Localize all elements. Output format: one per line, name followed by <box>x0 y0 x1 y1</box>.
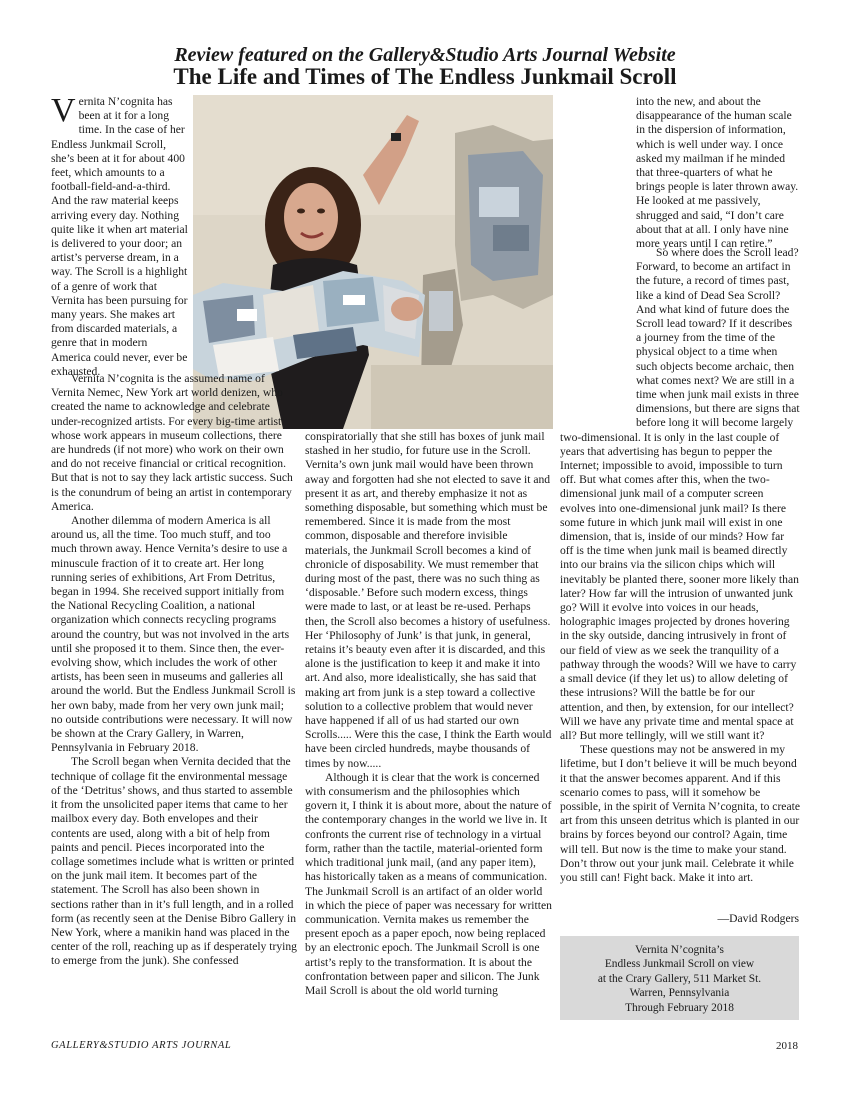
info-line: Vernita N’cognita’s <box>635 944 724 956</box>
author-signature: —David Rodgers <box>717 912 799 925</box>
exhibition-info-box <box>560 936 799 1020</box>
photo-wrap-spacer <box>560 246 636 430</box>
article-paragraph: conspiratorially that she still has boxes of junk mail stashed in her studio, for future use in the Scroll. Vernita’s own junk mail would have been thrown away and forgotten had she not elected to save it and present it as art, and thereby emphasize it not as something disposable, but something which must be remembered. Since it is made from the most common, disposable and therefore invisible materials, the Junkmail Scroll becomes a kind of chronicle of disposability. We must remember that during most of the past, there was no such thing as ‘disposable.’ Before such modern excess, things were made to last, or at least be re-used. Perhaps then, the Scroll also becomes a history of usefulness. Her ‘Philosophy of Junk’ is that junk, in general, retains it’s beauty even after it is discarded, and this alone is the justification to keep it and make it into art. And also, more idealistically, she has said that making art from junk is a step toward a collective solution to a collective problem that would never have happened if all of us had started our own Scrolls..... Were this the case, I think the Earth would have been circled hundreds, maybe thousands of times by now..... <box>305 430 552 770</box>
info-line: Through February 2018 <box>625 1001 734 1014</box>
footer-year: 2018 <box>776 1040 798 1052</box>
article-paragraph: These questions may not be answered in my lifetime, but I don’t believe it will be much beyond it that the answer becomes apparent. And if this scenario comes to pass, will it somehow be possible, in the spirit of Vernita N’cognita, to create art from this unseen detritus which is planted in our brains by forces beyond our control? Again, time will tell. But now is the time to make your stand. Don’t throw out your junk mail. Celebrate it while you still can! Fight back. Make it into art. <box>560 743 800 884</box>
article-column-middle <box>305 430 552 998</box>
article-title: The Life and Times of The Endless Junkmail Scroll <box>173 64 677 89</box>
article-kicker: Review featured on the Gallery&Studio Arts Journal Website <box>174 44 676 66</box>
article-column-right-top <box>636 95 800 251</box>
article-paragraph: ernita N’cognita has been at it for a long time. In the case of her Endless Junkmail Scroll, she’s been at it for about 400 feet, which amounts to a football-field-and-a-third. And the raw material keeps arriving every day. Nothing quite like it when art material is delivered to your door; an artist’s perverse dream, in a way. The Scroll is a highlight of a genre of work that Vernita has been pursuing for many years. She makes art from discarded materials, a genre that in modern America could never, ever be exhausted. <box>51 95 188 378</box>
info-line: Warren, Pennsylvania <box>629 987 730 1000</box>
drop-cap: V <box>51 92 76 129</box>
footer-publication: GALLERY&STUDIO ARTS JOURNAL <box>51 1040 232 1051</box>
article-column-right <box>560 246 800 885</box>
article-column-left-top <box>51 92 188 379</box>
info-line: at the Crary Gallery, 511 Market St. <box>597 972 762 985</box>
article-paragraph: Another dilemma of modern America is all around us, all the time. Too much stuff, and too much thrown away. Hence Vernita’s desire to use a minuscule fraction of it to create art. Her long running series of exhibitions, Art From Detritus, began in 1994. She received support initially from the National Recycling Coalition, a national organization which connects recycling programs around the country, but was not involved in the arts until she proposed it to them. Since then, the ever-evolving show, which includes the work of other artists, has been seen in museums and galleries all around the world. But the Endless Junkmail Scroll is her own baby, made from her very own junk mail; no outside contributions were necessary. It will now be shown at the Crary Gallery, in Warren, Pennsylvania in February 2018. <box>51 514 296 755</box>
article-column-left <box>51 372 297 969</box>
info-line: Endless Junkmail Scroll on view <box>604 958 755 971</box>
article-paragraph: The Scroll began when Vernita decided that the technique of collage fit the environmental message of the ‘Detritus’ shows, and thus started to assemble it from the unsolicited paper items that came to her mailbox every day. Both envelopes and their contents are used, along with a bit of help from paints and pencil. Pieces incorporated into the collage sometimes include what is written or printed on the junk mail item. It becomes part of the statement. The Scroll has also been shown in sections rather than in it’s full length, and in a rolled form (as recently seen at the Denise Bibro Gallery in New York, where a manikin hand was placed in the center of the roll, reaching up as if desperately trying to emerge from the junk). She confessed <box>51 755 297 968</box>
article-paragraph: Although it is clear that the work is concerned with consumerism and the philosophies which govern it, I think it is about more, about the nature of the contemporary changes in the world we live in. It confronts the current rise of technology in a virtual form, rather than the tactile, material-oriented form which traditional junk mail, (and any paper item), has historically taken as a means of communication. The Junkmail Scroll is an artifact of an older world in which the piece of paper was necessary for written communication. Vernita makes us remember the present epoch as a paper epoch, now being replaced by an electronic epoch. The Junkmail Scroll is one artist’s reply to the transformation. It is about the confrontation between paper and silicon. The Junk Mail Scroll is about the old world turning <box>305 770 552 997</box>
article-paragraph: So where does the Scroll lead? Forward, to become an artifact in the future, a record of times past, like a kind of Dead Sea Scroll? And what kind of future does the Scroll lead toward? If it describes a journey from the time of the physical object to a time when such objects become archaic, then what comes next? We are still in a time when junk mail exists in three dimensions, but there are signs that before long it will become largely two-dimensional. It is only in the last couple of years that advertising has begun to pepper the Internet; impossible to avoid, impossible to turn off. But what comes after this, when the two-dimensional junk mail of a computer screen evolves into one-dimensional junk mail? Is there some future in which junk mail will exist in one dimension, that is, inside of our minds? How far off is the time when junk mail is beamed directly into our brains via the silicon chips which will inevitably be planted there, sooner more likely than later? How far will the intrusion of unwanted junk go? Will it evolve into voices in our heads, holographic images projected by drones hovering in the sky outside, dancing intrusively in front of our field of view as we seek the tranquility of a pathway through the woods? Will we have to carry a small device (if they let us) to allow deleting of these intrusions? Will the battle be for our attention, and then, by extension, for our intellect? Will we have any private time and mental space at all? But more tellingly, will we still want it? <box>560 246 800 742</box>
article-paragraph: Vernita N’cognita is the assumed name of Vernita Nemec, New York art world denizen, who created the name to acknowledge and celebrate under-recognized artists. For every big-time artist whose work appears in museum collections, there are hundreds (if not more) who work on their own and do not receive financial or critical recognition. But that is not to say they lack artistic success. Such is the conundrum of being an artist in contemporary America. <box>51 372 293 513</box>
article-paragraph: into the new, and about the disappearance of the human scale in the dispersion of information, which is well under way. I once asked my mailman if he minded that three-quarters of what he brings people is later thrown away. He looked at me passively, shrugged and said, “I don’t care about that at all. I only have nine more years until I can retire.” <box>636 95 799 251</box>
